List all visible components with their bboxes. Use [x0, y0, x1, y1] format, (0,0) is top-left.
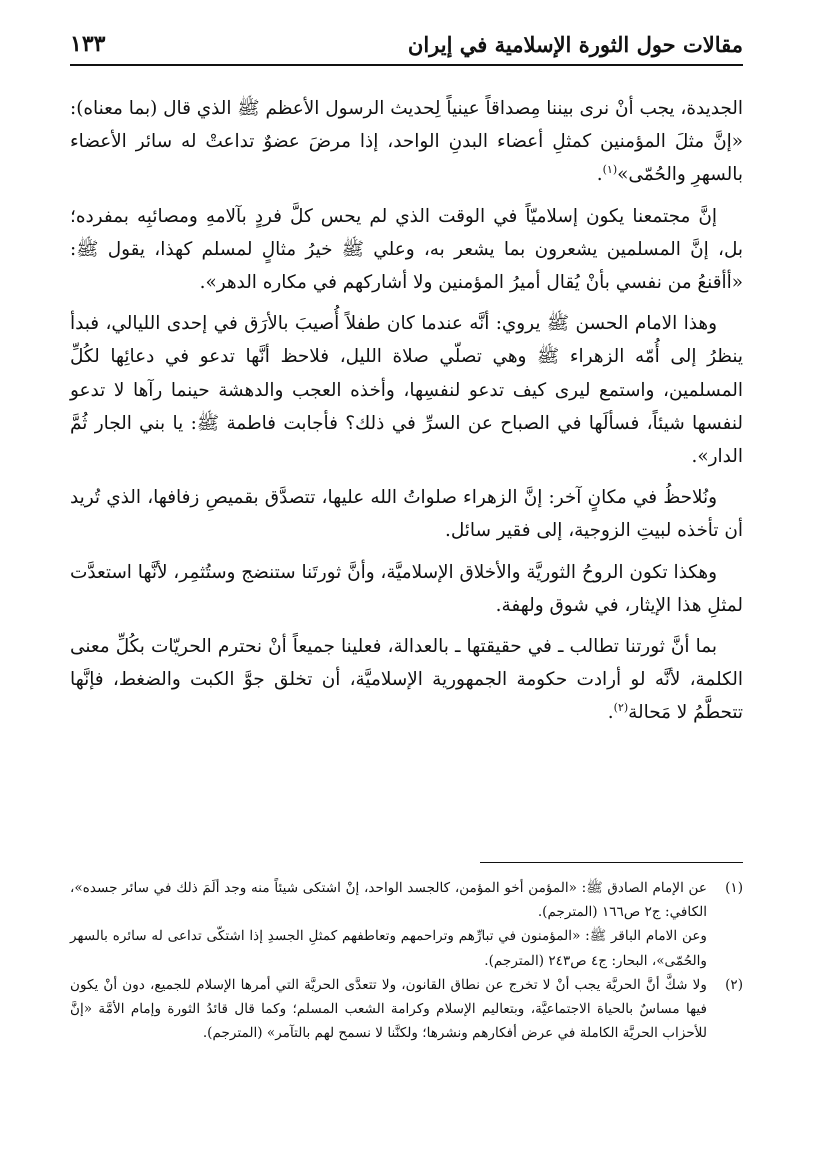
- footnote: [70, 876, 743, 973]
- footnote-number: (٢): [725, 976, 743, 993]
- footnote-rule: [480, 862, 743, 863]
- footnote-number: (١): [725, 880, 743, 896]
- footnote-text: ولا شكَّ أنَّ الحريَّة يجب أنْ لا تخرج عن نطاق القانون، ولا تتعدَّى الحريَّة التي أمرها الإسلام للجميع، دون أنْ يكون فيها مساسٌ بالحياة الاجتماعيَّة، وبتعاليم الإسلام وكرامة الشعب المسلم؛ وكما قال قائدُ الثورة وإمام الأمَّة «إنَّ للأحزاب الحريَّة الكاملة في عرض أفكارهم ونشرها؛ ولكنَّنا لا نسمح لهم بالتآمر» (المترجم).: [70, 976, 707, 1042]
- paragraph-text: الجديدة، يجب أنْ نرى بيننا مِصداقاً عينياً لِحديث الرسول الأعظم ﷺ الذي قال (بما معناه): «إنَّ مثلَ المؤمنين كمثلِ أعضاء البدنِ الواحد، إذا مرضَ عضوٌ تداعتْ له سائر الأعضاء بالسهرِ والحُمّى»: [70, 98, 743, 186]
- paragraph: بما أنَّ ثورتنا تطالب ـ في حقيقتها ـ بالعدالة، فعلينا جميعاً أنْ نحترم الحريّات بكُلِّ معنى الكلمة، لأنَّه لو أرادت حكومة الجمهورية الإسلاميَّة، أن تخلق جوَّ الكبت والضغط، فإنَّها تتحطَّمُ لا مَحالة$^{(٢)}$.: [70, 636, 743, 724]
- paragraph: الجديدة، يجب أنْ نرى بيننا مِصداقاً عينياً لِحديث الرسول الأعظم ﷺ الذي قال (بما معناه): «إنَّ مثلَ المؤمنين كمثلِ أعضاء البدنِ الواحد، إذا مرضَ عضوٌ تداعتْ له سائر الأعضاء بالسهرِ والحُمّى»$^{(١)}$.: [70, 98, 743, 186]
- body-text: [70, 92, 743, 738]
- paragraph: ونُلاحظُ في مكانٍ آخر: إنَّ الزهراء صلواتُ الله عليها، تتصدَّق بقميصِ زفافها، الذي تُريد أن تأخذه لبيتِ الزوجية، إلى فقير سائل.: [70, 487, 743, 542]
- footnote: [70, 973, 743, 1046]
- page-number: ١٣٣: [70, 31, 106, 57]
- footnote-ref: (٢): [613, 701, 629, 715]
- paragraph: وهذا الامام الحسن ﷺ يروي: أنَّه عندما كان طفلاً أُصيبَ بالأرَق في إحدى الليالي، فبدأ ينظرُ إلى أُمّه الزهراء ﷺ وهي تصلّي صلاة الليل، فلاحظ أنَّها تدعو في دعائِها لكُلِّ المسلمين، واستمع ليرى كيف تدعو لنفسِها، وأخذه العجب والدهشة حينما رآها لا تدعو لنفسها شيئاً، فسألَها في الصباح عن السرِّ في ذلك؟ فأجابت فاطمة ﷺ: يا بني الجار ثُمَّ الدار».: [70, 313, 743, 468]
- footnote-text: عن الإمام الصادق ﷺ: «المؤمن أخو المؤمن، كالجسد الواحد، إنْ اشتكى شيئاً منه وجد ألَمَ ذلك في سائر جسده»، الكافي: ج٢ ص١٦٦ (المترجم).: [70, 880, 707, 921]
- header-rule: [70, 64, 743, 66]
- footnote-text: وعن الامام الباقر ﷺ: «المؤمنون في تبارِّهم وتراحمهم وتعاطفهم كمثلِ الجسدِ إذا اشتكّى تداعى له سائره بالسهر والحُمّى»، البحار: ج٤ ص٢٤٣ (المترجم).: [70, 928, 707, 969]
- running-title: مقالات حول الثورة الإسلامية في إيران: [407, 31, 743, 57]
- running-header: [70, 28, 743, 60]
- paragraph: إنَّ مجتمعنا يكون إسلاميّاً في الوقت الذي لم يحس كلَّ فردٍ بآلامهِ ومصائبِه بمفرده؛ بل، إنَّ المسلمين يشعرون بما يشعر به، وعلي ﷺ خيرُ مثالٍ لمسلم كهذا، يقول ﷺ: «أأقنعُ من نفسي بأنْ يُقال أميرُ المؤمنين ولا أشاركهم في مكاره الدهر».: [70, 205, 743, 294]
- footnotes: [70, 876, 743, 1045]
- footnote-ref: (١): [602, 163, 618, 177]
- paragraph: وهكذا تكون الروحُ الثوريَّة والأخلاق الإسلاميَّة، وأنَّ ثورتَنا ستنضج وستُثمِر، لأنَّها استعدَّت لمثلِ هذا الإيثار، في شوق ولهفة.: [70, 561, 743, 616]
- paragraph-text: بما أنَّ ثورتنا تطالب ـ في حقيقتها ـ بالعدالة، فعلينا جميعاً أنْ نحترم الحريّات بكُلِّ معنى الكلمة، لأنَّه لو أرادت حكومة الجمهورية الإسلاميَّة، أن تخلق جوَّ الكبت والضغط، فإنَّها تتحطَّمُ لا مَحالة: [70, 636, 743, 724]
